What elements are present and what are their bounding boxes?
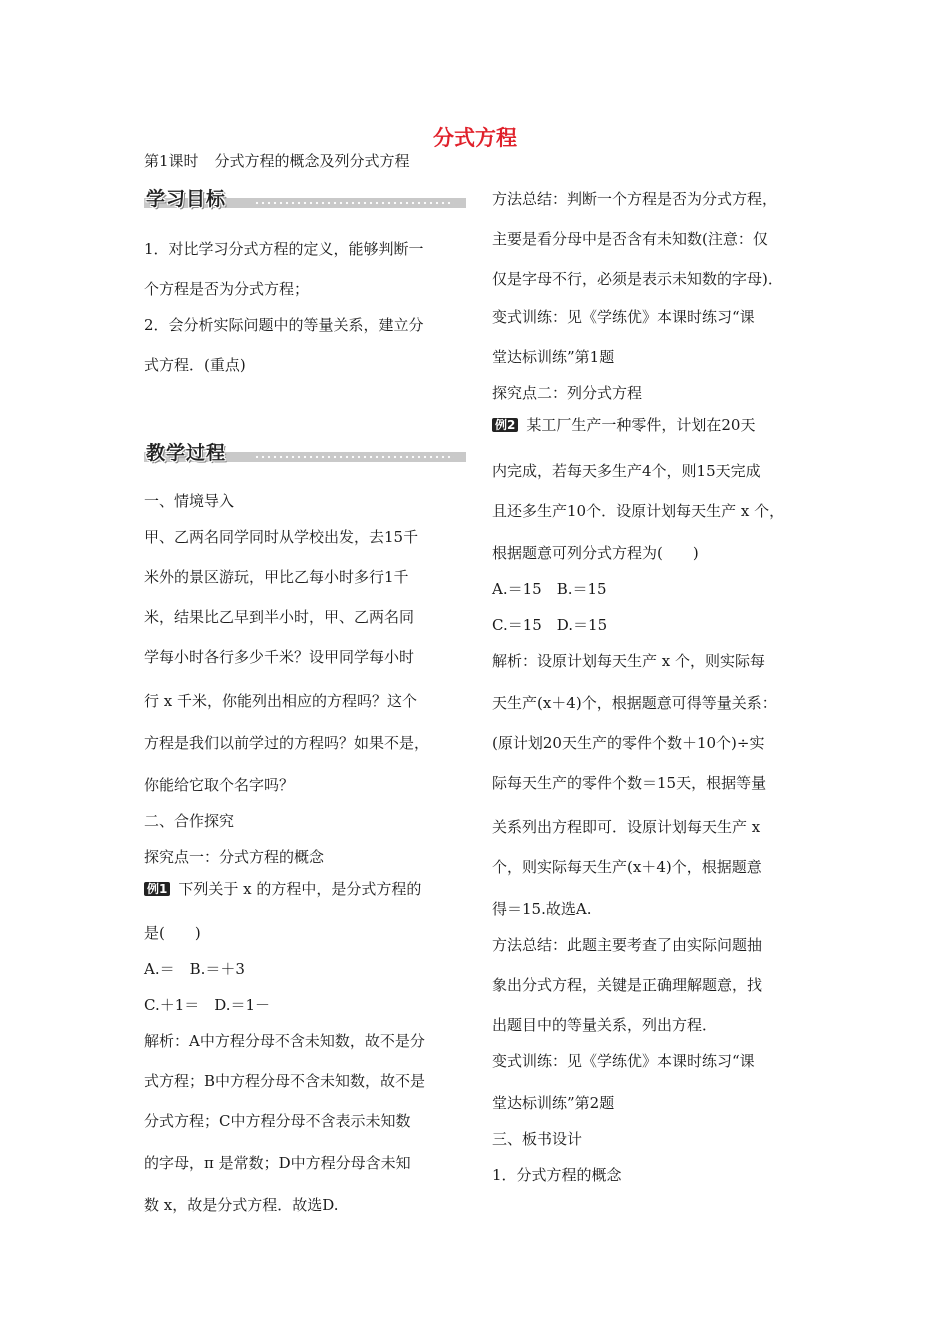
analysis-line: 际每天生产的零件个数＝15天，根据等量 [492,774,767,792]
example2-options: C.＝15 D.＝15 [492,616,608,634]
example1-options: A.＝ B.＝＋3 [144,960,245,978]
intro-line: 米外的景区游玩，甲比乙每小时多行1千 [144,568,409,586]
example2-badge: 例2 [492,418,518,432]
page-title: 分式方程 [433,126,517,150]
example1-line2: 是( ) [144,924,201,942]
analysis-line: 的字母，π 是常数；D中方程分母含未知 [144,1154,411,1172]
intro-line: 方程是我们以前学过的方程吗？如果不是， [144,734,430,752]
intro-line: 你能给它取个名字吗？ [144,776,295,794]
point1-heading: 探究点一：分式方程的概念 [144,848,325,866]
example2-options: A.＝15 B.＝15 [492,580,607,598]
lesson-number: 第1课时 [144,152,199,170]
analysis-line: 式方程；B中方程分母不含未知数，故不是 [144,1072,426,1090]
example2-question: 某工厂生产一种零件，计划在20天 [526,416,756,434]
intro-line: 学每小时各行多少千米？设甲同学每小时 [144,648,415,666]
summary-line: 变式训练：见《学练优》本课时练习“课 [492,1052,755,1070]
analysis-line: 解析：设原计划每天生产 x 个，则实际每 [492,652,765,670]
board-item: 1．分式方程的概念 [492,1166,622,1184]
lesson-subtitle [144,150,410,171]
analysis-line: 关系列出方程即可．设原计划每天生产 x [492,818,761,836]
goal-line: 1．对比学习分式方程的定义，能够判断一 [144,240,424,258]
summary-line: 变式训练：见《学练优》本课时练习“课 [492,308,755,326]
intro-heading: 一、情境导入 [144,492,235,510]
heading-dots [254,455,454,459]
analysis-line: (原计划20天生产的零件个数＋10个)÷实 [492,734,765,752]
example1-options: C.＋1＝ D.＝1－ [144,996,271,1014]
summary-line: 仅是字母不行，必须是表示未知数的字母)． [492,270,783,288]
summary-line: 象出分式方程，关键是正确理解题意，找 [492,976,763,994]
summary-line: 堂达标训练”第2题 [492,1094,615,1112]
lesson-topic: 分式方程的概念及列分式方程 [214,152,410,170]
section-heading-process [144,438,466,464]
summary-line: 方法总结：判断一个方程是否为分式方程， [492,190,778,208]
summary-line: 主要是看分母中是否含有未知数(注意：仅 [492,230,768,248]
board-heading: 三、板书设计 [492,1130,583,1148]
example2-line: 根据题意可列分式方程为( ) [492,544,699,562]
intro-line: 甲、乙两名同学同时从学校出发，去15千 [144,528,419,546]
intro-line: 米，结果比乙早到半小时，甲、乙两名同 [144,608,415,626]
heading-dots [254,201,454,205]
example1-question: 下列关于 x 的方程中，是分式方程的 [178,880,422,898]
analysis-line: 分式方程；C中方程分母不含表示未知数 [144,1112,411,1130]
goal-line: 2．会分析实际问题中的等量关系，建立分 [144,316,424,334]
summary-line: 堂达标训练”第1题 [492,348,615,366]
section-heading-goals [144,184,466,210]
process-heading: 教学过程 [146,442,227,464]
goal-line: 式方程．(重点) [144,356,246,374]
analysis-line: 天生产(x＋4)个，根据题意可得等量关系： [492,694,777,712]
example2-line [492,416,755,434]
point2-heading: 探究点二：列分式方程 [492,384,643,402]
analysis-line: 解析：A中方程分母不含未知数，故不是分 [144,1032,425,1050]
coop-heading: 二、合作探究 [144,812,235,830]
example1-line [144,880,421,898]
example2-line: 且还多生产10个．设原计划每天生产 x 个， [492,502,785,520]
summary-line: 出题目中的等量关系，列出方程． [492,1016,718,1034]
goal-line: 个方程是否为分式方程； [144,280,310,298]
goals-heading: 学习目标 [146,188,227,210]
analysis-line: 数 x，故是分式方程．故选D. [144,1196,339,1214]
example1-badge: 例1 [144,882,170,896]
analysis-line: 得＝15.故选A. [492,900,592,918]
analysis-line: 个，则实际每天生产(x＋4)个，根据题意 [492,858,762,876]
example2-line: 内完成，若每天多生产4个，则15天完成 [492,462,761,480]
summary-line: 方法总结：此题主要考查了由实际问题抽 [492,936,763,954]
intro-line: 行 x 千米，你能列出相应的方程吗？这个 [144,692,417,710]
